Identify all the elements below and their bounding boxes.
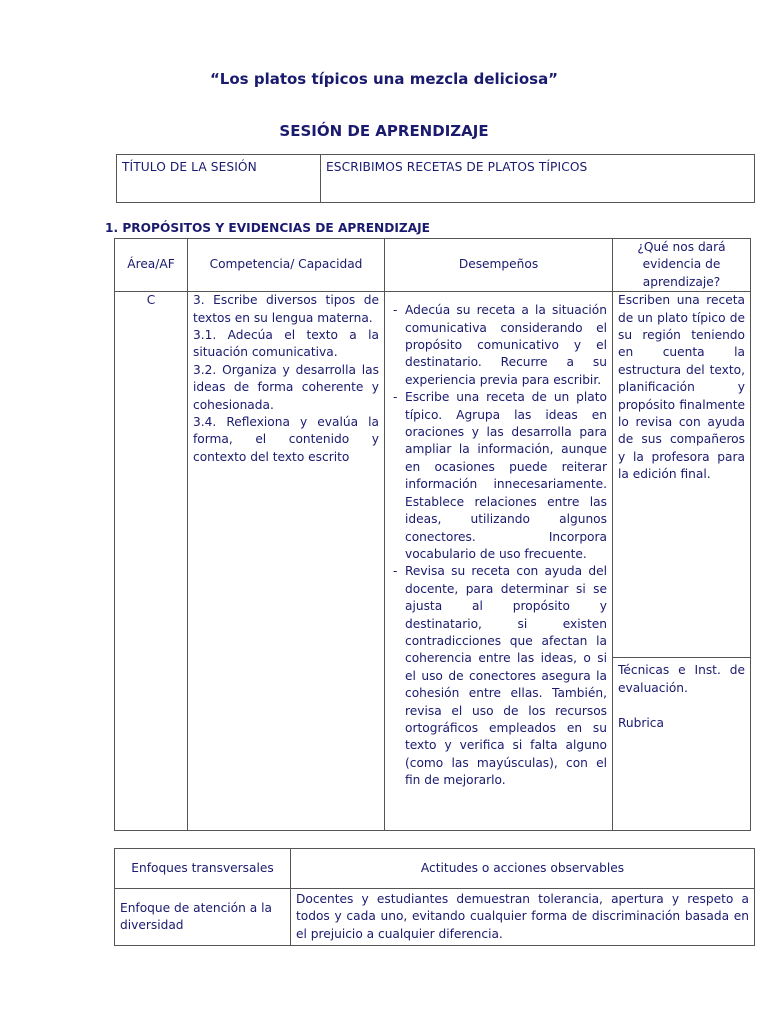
area-cell: C <box>115 292 188 831</box>
purposes-header-row <box>115 239 751 292</box>
session-title-table <box>116 154 755 203</box>
competencia-item: 3.4. Reflexiona y evalúa la forma, el contenido y contexto del texto escrito <box>193 415 379 464</box>
approaches-table <box>114 848 755 946</box>
header-enfoques: Enfoques transversales <box>115 849 291 889</box>
document-title: “Los platos típicos una mezcla deliciosa” <box>209 70 559 88</box>
header-area: Área/AF <box>115 239 188 292</box>
competencia-cell <box>188 292 385 831</box>
desempeno-item: - Escribe una receta de un plato típico. Agrupa las ideas en oraciones y las desarrolla para ampliar la información, aunque en ocasiones puede reiterar información innecesariamente. Establece relaciones entre las ideas, utilizando algunos conectores. Incorpora vocabulario de uso frecuente. <box>390 389 607 563</box>
competencia-item: 3.1. Adecúa el texto a la situación comunicativa. <box>193 328 379 360</box>
tecnicas-cell <box>613 658 751 831</box>
document-subtitle: SESIÓN DE APRENDIZAJE <box>279 122 489 140</box>
purposes-table <box>114 238 751 831</box>
header-actitudes: Actitudes o acciones observables <box>291 849 755 889</box>
header-desempenos: Desempeños <box>385 239 613 292</box>
competencia-item: 3.2. Organiza y desarrolla las ideas de forma coherente y cohesionada. <box>193 362 379 412</box>
evidencia-cell: Escriben una receta de un plato típico de su región teniendo en cuenta la estructura del texto, planificación y propósito finalmente lo revisa con ayuda de sus compañeros y la profesora para la edición final. <box>613 292 751 658</box>
approaches-row <box>115 889 755 946</box>
desempeno-item: - Revisa su receta con ayuda del docente, para determinar si se ajusta al propósito y destinatario, si existen contradicciones que afectan la coherencia entre las ideas, o si el uso de conectores asegura la cohesión entre ellas. También, revisa el uso de los recursos ortográficos empleados en su texto y verifica si falta alguno (como las mayúsculas), con el fin de mejorarlo. <box>390 563 607 789</box>
session-title-value: ESCRIBIMOS RECETAS DE PLATOS TÍPICOS <box>321 155 755 203</box>
tecnicas-value: Rubrica <box>618 716 664 731</box>
desempenos-list <box>390 302 607 789</box>
competencia-item: 3. Escribe diversos tipos de textos en su lengua materna. <box>193 293 379 325</box>
desempenos-cell <box>385 292 613 831</box>
header-evidencia: ¿Qué nos dará evidencia de aprendizaje? <box>613 239 751 292</box>
tecnicas-label: Técnicas e Inst. de evaluación. <box>618 663 745 695</box>
section-heading-purposes: 1. PROPÓSITOS Y EVIDENCIAS DE APRENDIZAJE <box>105 221 431 235</box>
purposes-row <box>115 292 751 658</box>
session-title-label: TÍTULO DE LA SESIÓN <box>117 155 321 203</box>
actitud-cell: Docentes y estudiantes demuestran tolerancia, apertura y respeto a todos y cada uno, evitando cualquier forma de discriminación basada en el prejuicio a cualquier diferencia. <box>291 889 755 946</box>
header-competencia: Competencia/ Capacidad <box>188 239 385 292</box>
approaches-header-row <box>115 849 755 889</box>
enfoque-cell: Enfoque de atención a la diversidad <box>115 889 291 946</box>
desempeno-item: - Adecúa su receta a la situación comunicativa considerando el propósito comunicativo y el destinatario. Recurre a su experiencia previa para escribir. <box>390 302 607 389</box>
